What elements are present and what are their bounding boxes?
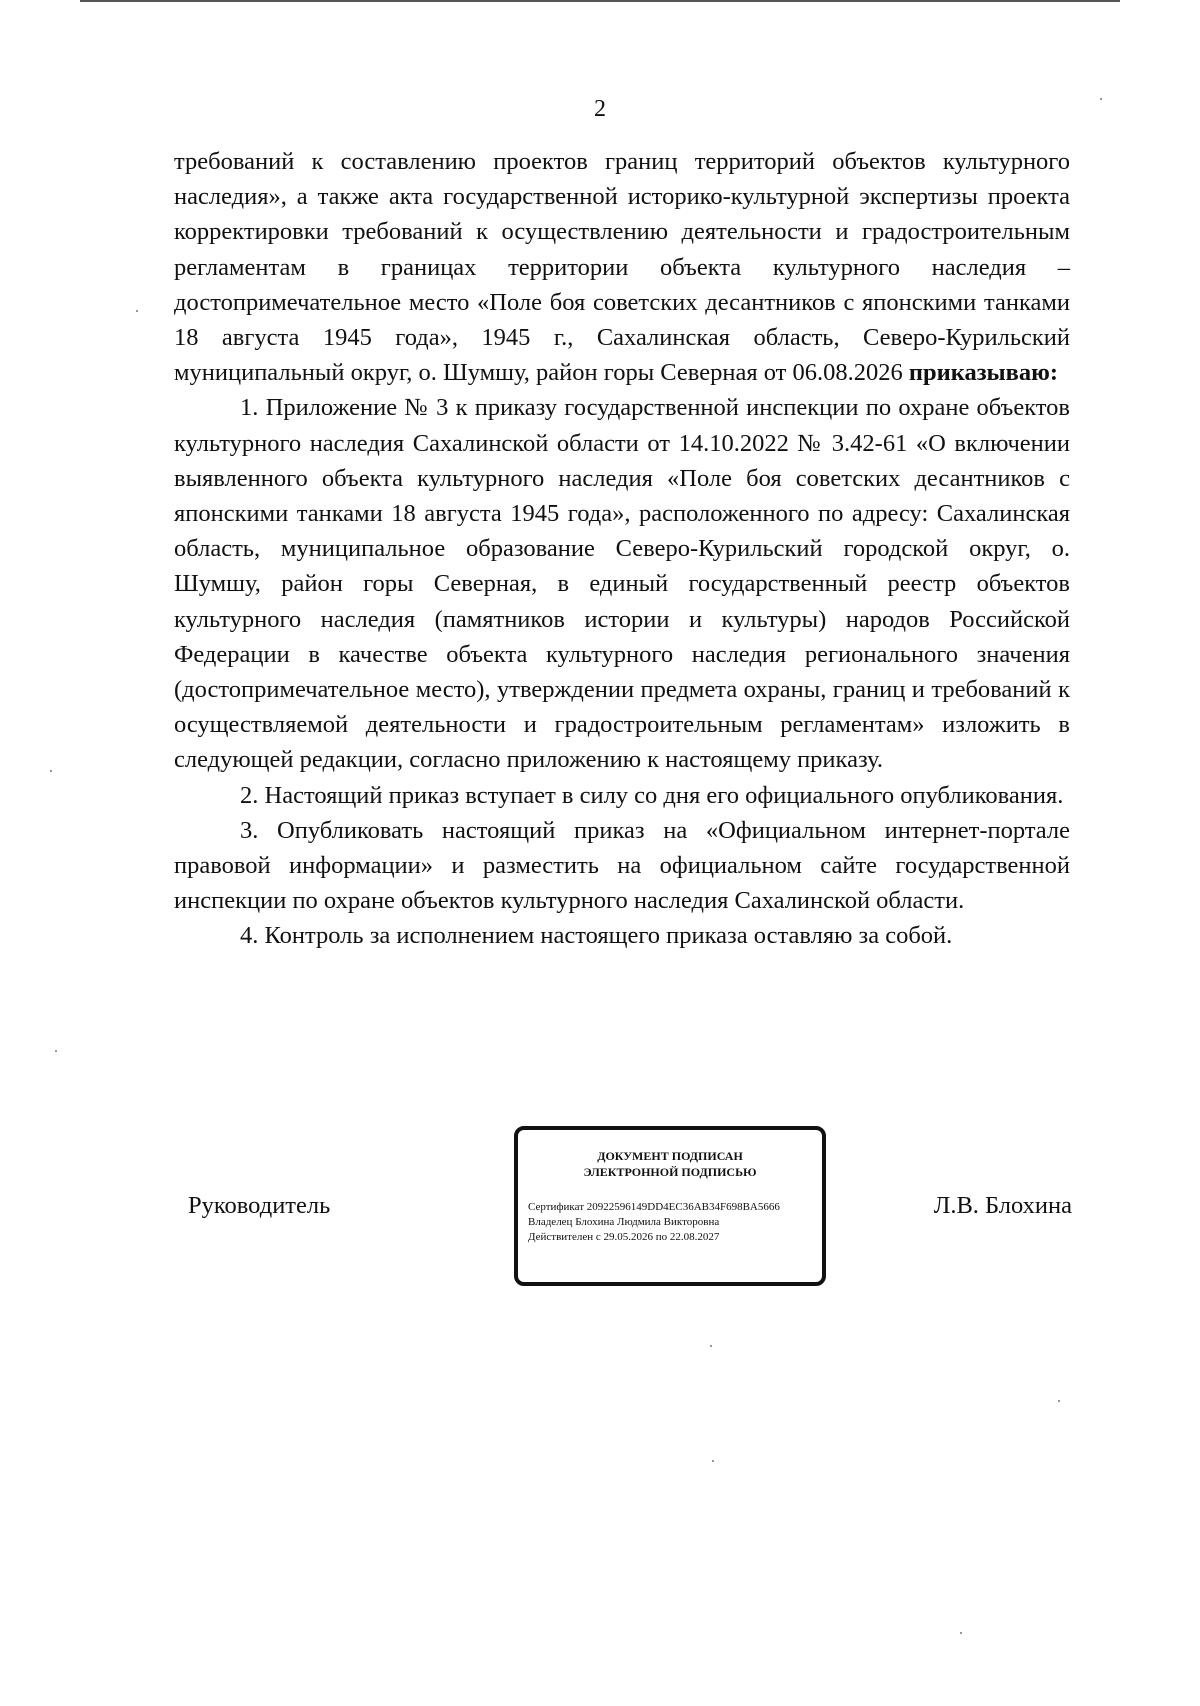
stamp-validity: Действителен с 29.05.2026 по 22.08.2027	[528, 1231, 720, 1243]
electronic-signature-stamp	[514, 1126, 826, 1286]
stamp-details	[528, 1200, 822, 1245]
order-keyword: приказываю:	[908, 359, 1059, 387]
scan-speck	[1058, 1400, 1060, 1402]
scan-speck	[960, 1632, 962, 1634]
paragraph-item-2: 2. Настоящий приказ вступает в силу со дня его официального опубликования.	[240, 781, 1064, 809]
paragraph-item-3: 3. Опубликовать настоящий приказ на «Официальном интернет-портале правовой информации» и разместить на официальном сайте государственной инспекции по охране объектов культурного наследия Сахалинской области.	[174, 816, 1070, 915]
stamp-title	[518, 1148, 822, 1180]
paragraph-item-1: 1. Приложение № 3 к приказу государственной инспекции по охране объектов культурного наследия Сахалинской области от 14.10.2022 № 3.42-61 «О включении выявленного объекта культурного наследия «Поле боя советских десантников с японскими танками 18 августа 1945 года», расположенного по адресу: Сахалинская область, муниципальное образование Северо-Курильский городской округ, о. Шумшу, район горы Северная, в единый государственный реестр объектов культурного наследия (памятников истории и культуры) народов Российской Федерации в качестве объекта культурного наследия регионального значения (достопримечательное место), утверждении предмета охраны, границ и требований к осуществляемой деятельности и градостроительным регламентам» изложить в следующей редакции, согласно приложению к настоящему приказу.	[174, 394, 1070, 774]
signer-position: Руководитель	[188, 1192, 331, 1219]
scan-speck	[1100, 98, 1102, 100]
preamble-text: требований к составлению проектов границ территорий объектов культурного наследия», а также акта государственной историко-культурной экспертизы проекта корректировки требований к осуществлению деятельности и градостроительным регламентам в границах территории объекта культурного наследия – достопримечательное место «Поле боя советских десантников с японскими танками 18 августа 1945 года», 1945 г., Сахалинская область, Северо-Курильский муниципальный округ, о. Шумшу, район горы Северная от 06.08.2026	[174, 148, 1070, 387]
stamp-title-line2: ЭЛЕКТРОННОЙ ПОДПИСЬЮ	[583, 1165, 757, 1179]
signer-name: Л.В. Блохина	[933, 1192, 1072, 1219]
paragraph-item-4: 4. Контроль за исполнением настоящего приказа оставляю за собой.	[240, 922, 953, 950]
page-number: 2	[594, 96, 606, 122]
scan-speck	[55, 1050, 57, 1052]
stamp-title-line1: ДОКУМЕНТ ПОДПИСАН	[597, 1149, 743, 1163]
paragraph-preamble	[174, 144, 1070, 390]
stamp-certificate: Сертификат 20922596149DD4EC36AB34F698BA5666	[528, 1201, 780, 1213]
scan-speck	[50, 770, 52, 772]
page-top-edge	[80, 0, 1120, 2]
stamp-owner: Владелец Блохина Людмила Викторовна	[528, 1216, 720, 1228]
scan-speck	[712, 1460, 714, 1462]
scan-speck	[136, 310, 138, 312]
document-body	[174, 144, 1070, 954]
scan-speck	[710, 1345, 712, 1347]
